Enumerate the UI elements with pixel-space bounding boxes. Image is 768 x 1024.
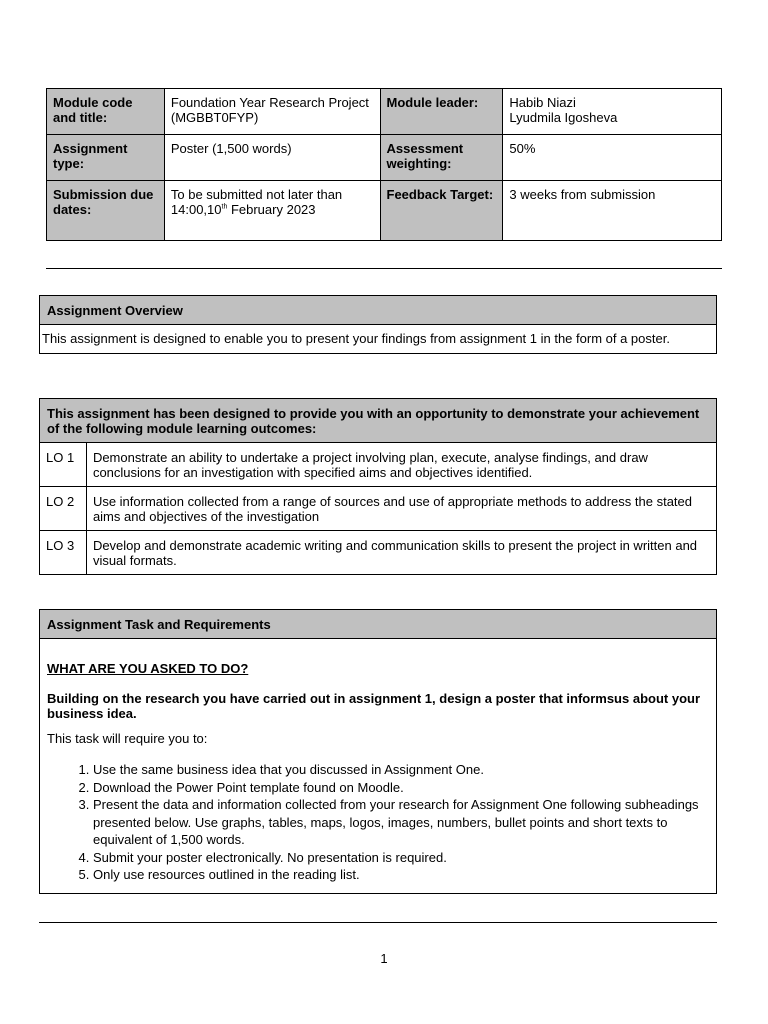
overview-heading: Assignment Overview: [40, 296, 716, 325]
task-body: [40, 639, 716, 884]
submission-value: [164, 181, 380, 241]
module-info-table: [46, 88, 722, 241]
submission-month-part: February 2023: [227, 202, 316, 217]
submission-label: Submission due dates:: [47, 181, 165, 241]
learning-outcomes-table: [39, 398, 717, 575]
task-heading: Assignment Task and Requirements: [40, 610, 716, 639]
task-intro: This task will require you to:: [47, 731, 208, 746]
divider-top: [46, 268, 722, 269]
assignment-overview-box: [39, 295, 717, 354]
module-leader-label: Module leader:: [380, 89, 503, 135]
module-code-label: Module code and title:: [47, 89, 165, 135]
submission-date-suffix: th: [221, 203, 228, 211]
assignment-task-box: [39, 609, 717, 894]
module-code-value: Foundation Year Research Project (MGBBT0FYP): [164, 89, 380, 135]
learning-outcome-row: [40, 443, 717, 487]
submission-line-1: To be submitted not later than: [170, 187, 343, 202]
lo-text: Demonstrate an ability to undertake a project involving plan, execute, analyse findings, and draw conclusions for an investigation with specified aims and objectives identified.: [86, 443, 716, 487]
feedback-value: 3 weeks from submission: [503, 181, 722, 241]
task-step: 2. Download the Power Point template found on Moodle.: [93, 779, 709, 797]
task-step: 1. Use the same business idea that you discussed in Assignment One.: [93, 761, 709, 779]
learning-outcome-row: [40, 531, 717, 575]
task-step: 3. Present the data and information collected from your research for Assignment One following subheadings presented below. Use graphs, tables, maps, logos, images, numbers, bullet points and short texts to equivalent of 1,500 words.: [93, 796, 709, 849]
submission-line-2: [171, 202, 374, 217]
module-leader-2: Lyudmila Igosheva: [509, 110, 618, 125]
lo-text: Develop and demonstrate academic writing and communication skills to present the project in written and visual formats.: [86, 531, 716, 575]
weighting-label: Assessment weighting:: [380, 135, 503, 181]
page-number: 1: [380, 951, 388, 966]
weighting-value: 50%: [503, 135, 722, 181]
task-step: 5. Only use resources outlined in the reading list.: [93, 866, 709, 884]
task-step: 4. Submit your poster electronically. No presentation is required.: [93, 849, 709, 867]
learning-outcome-row: [40, 487, 717, 531]
module-leader-1: Habib Niazi: [509, 95, 576, 110]
submission-date-part: 14:00,10: [170, 202, 222, 217]
module-leader-value: [503, 89, 722, 135]
feedback-label: Feedback Target:: [380, 181, 503, 241]
divider-bottom: [39, 922, 717, 923]
assignment-type-value: Poster (1,500 words): [164, 135, 380, 181]
lo-code: LO 1: [40, 443, 87, 487]
lo-text: Use information collected from a range of sources and use of appropriate methods to address the stated aims and objectives of the investigation: [86, 487, 716, 531]
task-steps-list: [47, 761, 709, 884]
task-question: WHAT ARE YOU ASKED TO DO?: [47, 661, 249, 676]
lo-code: LO 3: [40, 531, 87, 575]
lo-code: LO 2: [40, 487, 87, 531]
overview-text: This assignment is designed to enable you to present your findings from assignment 1 in the form of a poster.: [42, 331, 670, 346]
task-lead: Building on the research you have carried out in assignment 1, design a poster that informsus about your business idea.: [47, 691, 701, 721]
assignment-type-label: Assignment type:: [47, 135, 165, 181]
learning-outcomes-heading: This assignment has been designed to provide you with an opportunity to demonstrate your achievement of the following module learning outcomes:: [40, 399, 717, 443]
